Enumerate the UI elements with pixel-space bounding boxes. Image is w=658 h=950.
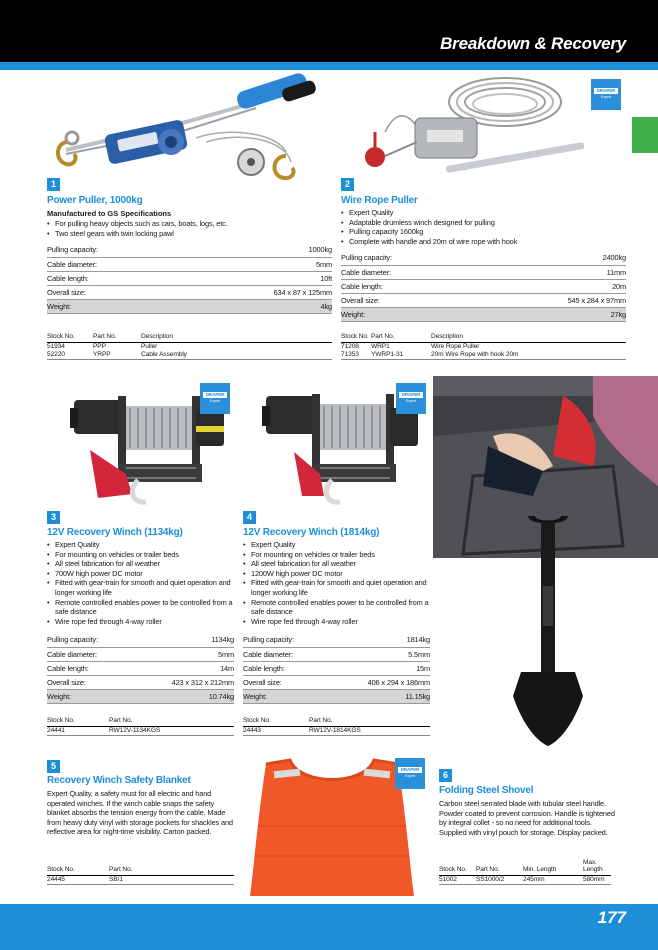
feature-item: • 1200W high power DC motor (243, 569, 433, 579)
product-2-parts-table (341, 322, 626, 360)
table-row (47, 875, 234, 884)
feature-item: • 700W high power DC motor (47, 569, 237, 579)
page-title: Breakdown & Recovery (440, 34, 626, 53)
product-4-title: 12V Recovery Winch (1814kg) (243, 527, 380, 538)
col-part-no: Part No. (371, 322, 431, 342)
product-4-number: 4 (243, 511, 256, 524)
max-length: 580mm (583, 875, 611, 884)
footer-bar (0, 904, 658, 950)
feature-item: • Two steel gears with twin locking pawl (47, 229, 337, 239)
description: 20m Wire Rope with hook 20m (431, 351, 626, 360)
logo-brand: DRAPER (398, 767, 422, 773)
spec-label: Overall size: (341, 293, 474, 307)
spec-value: 5mm (180, 257, 332, 271)
spec-value: 2400kg (474, 251, 626, 265)
stock-no: 24445 (47, 875, 109, 884)
spec-value: 1814kg (327, 633, 430, 647)
spec-row (243, 689, 430, 703)
col-part-no: Part No. (109, 855, 234, 875)
spec-label: Cable diameter: (243, 647, 327, 661)
logo-brand: DRAPER (203, 392, 227, 398)
stock-no: 24441 (47, 726, 109, 735)
feature-item: • Remote controlled enables power to be controlled from a safe distance (47, 598, 237, 617)
spec-label: Weight: (47, 689, 131, 703)
spec-row (47, 271, 332, 285)
feature-item: • For mounting on vehicles or trailer beds (47, 550, 237, 560)
table-row (47, 726, 234, 735)
spec-row (47, 675, 234, 689)
part-no: PPP (93, 342, 106, 350)
spec-label: Pulling capacity: (47, 243, 180, 257)
spec-label: Overall size: (243, 675, 327, 689)
col-part-no: Part No. (93, 322, 141, 342)
spec-label: Overall size: (47, 285, 180, 299)
table-row (243, 726, 430, 735)
spec-row (341, 279, 626, 293)
table-row (439, 875, 611, 884)
feature-item: • Wire rope fed through 4-way roller (47, 617, 237, 627)
feature-item: • Fitted with gear-train for smooth and quiet operation and longer working life (243, 578, 433, 597)
feature-item: • Wire rope fed through 4-way roller (243, 617, 433, 627)
product-3-title: 12V Recovery Winch (1134kg) (47, 527, 183, 538)
spec-row (243, 661, 430, 675)
col-max-length: Max. Length (583, 855, 611, 875)
col-part-no: Part No. (109, 706, 234, 726)
spec-label: Cable length: (243, 661, 327, 675)
spec-row (47, 689, 234, 703)
description: Wire Rope Puller (431, 342, 480, 350)
feature-item: • For pulling heavy objects such as cars, boats, logs, etc. (47, 219, 337, 229)
stock-no: 51002 (439, 875, 476, 884)
col-part-no: Part No. (476, 855, 523, 875)
product-6-title: Folding Steel Shovel (439, 785, 534, 796)
col-stock-no: Stock No. (439, 855, 476, 875)
stock-no: 71208 (341, 342, 359, 350)
product-1-subtitle: Manufactured to GS Specifications (47, 209, 172, 218)
spec-value: 10.74kg (131, 689, 234, 703)
product-1-specs (47, 243, 332, 314)
product-5-description: Expert Quality, a safety must for all electric and hand operated winches. If the winch cable snaps the safety blanket absorbs the tension energy from the cable. Made from heavy duty vinyl with storage pockets for shackles and reflective area for night-time visibility. Carton packed. (47, 789, 233, 837)
spec-value: 5mm (131, 647, 234, 661)
power-puller-image (46, 72, 336, 184)
col-description: Description (431, 322, 626, 342)
product-5-title: Recovery Winch Safety Blanket (47, 775, 191, 786)
draper-logo (200, 383, 230, 414)
spec-row (341, 307, 626, 321)
table-row (341, 342, 626, 351)
logo-sub: Expert (600, 95, 612, 99)
draper-logo (395, 758, 425, 789)
product-3-features (47, 540, 237, 626)
spec-label: Weight: (47, 299, 180, 313)
product-5-parts-table (47, 855, 234, 885)
col-stock-no: Stock No. (47, 706, 109, 726)
feature-item: • Expert Quality (47, 540, 237, 550)
feature-item: • All steel fabrication for all weather (243, 559, 433, 569)
product-5-number: 5 (47, 760, 60, 773)
feature-item: • Expert Quality (243, 540, 433, 550)
part-no: RW12V-1134KGS (109, 726, 234, 735)
table-row (47, 351, 332, 360)
feature-item: • Complete with handle and 20m of wire rope with hook (341, 237, 631, 247)
spec-value: 4kg (180, 299, 332, 313)
spec-row (341, 251, 626, 265)
part-no: YRPP (93, 351, 141, 360)
product-4-features (243, 540, 433, 626)
spec-row (243, 633, 430, 647)
product-2-number: 2 (341, 178, 354, 191)
table-row (47, 342, 332, 351)
col-description: Description (141, 322, 332, 342)
feature-item: • For mounting on vehicles or trailer beds (243, 550, 433, 560)
spec-label: Cable diameter: (47, 257, 180, 271)
spec-label: Cable length: (47, 661, 131, 675)
product-2-specs (341, 251, 626, 322)
folding-shovel-image (433, 376, 658, 762)
spec-row (47, 647, 234, 661)
spec-label: Weight: (243, 689, 327, 703)
product-1-title: Power Puller, 1000kg (47, 195, 143, 206)
spec-label: Pulling capacity: (47, 633, 131, 647)
col-stock-no: Stock No. (47, 322, 93, 342)
spec-label: Cable length: (47, 271, 180, 285)
spec-value: 11.15kg (327, 689, 430, 703)
spec-row (47, 257, 332, 271)
product-3-parts-table (47, 706, 234, 736)
spec-label: Pulling capacity: (243, 633, 327, 647)
spec-row (341, 293, 626, 307)
col-part-no: Part No. (309, 706, 430, 726)
part-no: SB/1 (109, 875, 234, 884)
header-stripe (0, 62, 658, 70)
description: Cable Assembly (141, 351, 332, 360)
logo-brand: DRAPER (594, 88, 618, 94)
page-number: 177 (597, 908, 626, 927)
table-row (341, 351, 626, 360)
spec-value: 1000kg (180, 243, 332, 257)
spec-value: 5.5mm (327, 647, 430, 661)
logo-sub: Expert (405, 399, 417, 403)
part-no: SS1000/2 (476, 875, 523, 884)
spec-value: 20m (474, 279, 626, 293)
product-1-number: 1 (47, 178, 60, 191)
spec-row (47, 633, 234, 647)
spec-row (47, 285, 332, 299)
col-min-length: Min. Length (523, 855, 583, 875)
spec-label: Overall size: (47, 675, 131, 689)
feature-item: • Remote controlled enables power to be controlled from a safe distance (243, 598, 433, 617)
feature-item: • All steel fabrication for all weather (47, 559, 237, 569)
product-1-features (47, 219, 337, 238)
part-no: YWRP1-31 (371, 351, 431, 360)
spec-value: 15m (327, 661, 430, 675)
min-length: 245mm (523, 875, 583, 884)
feature-item: • Adaptable drumless winch designed for pulling (341, 218, 631, 228)
stock-no: 24443 (243, 726, 309, 735)
spec-row (341, 265, 626, 279)
feature-item: • Fitted with gear-train for smooth and quiet operation and longer working life (47, 578, 237, 597)
spec-row (47, 661, 234, 675)
feature-item: • Pulling capacity 1600kg (341, 227, 631, 237)
spec-label: Cable length: (341, 279, 474, 293)
product-4-parts-table (243, 706, 430, 736)
product-3-number: 3 (47, 511, 60, 524)
spec-label: Cable diameter: (341, 265, 474, 279)
spec-row (47, 299, 332, 313)
spec-value: 1134kg (131, 633, 234, 647)
spec-value: 11mm (474, 265, 626, 279)
product-6-description: Carbon steel serrated blade with tubular steel handle. Powder coated to prevent corrosion. Handle is tightened by integral collet - so no need for additional tools. Supplied with vinyl pouch for storage. Display packed. (439, 799, 615, 837)
spec-value: 10ft (180, 271, 332, 285)
stock-no: 51934 (47, 342, 65, 350)
description: Puller (141, 342, 158, 350)
spec-value: 406 x 294 x 186mm (327, 675, 430, 689)
product-6-parts-table (439, 855, 611, 885)
logo-sub: Expert (209, 399, 221, 403)
stock-no: 71353 (341, 351, 371, 360)
product-6-number: 6 (439, 769, 452, 782)
col-stock-no: Stock No. (47, 855, 109, 875)
spec-label: Cable diameter: (47, 647, 131, 661)
draper-logo (591, 79, 621, 110)
wire-rope-puller-image (345, 72, 595, 184)
spec-row (47, 243, 332, 257)
product-4-specs (243, 633, 430, 704)
spec-row (243, 647, 430, 661)
col-stock-no: Stock No. (341, 322, 371, 342)
section-tab (632, 117, 658, 153)
stock-no: 52220 (47, 351, 93, 360)
spec-label: Weight: (341, 307, 474, 321)
product-1-parts-table (47, 322, 332, 360)
spec-value: 27kg (474, 307, 626, 321)
logo-brand: DRAPER (399, 392, 423, 398)
product-2-title: Wire Rope Puller (341, 195, 418, 206)
draper-logo (396, 383, 426, 414)
spec-row (243, 675, 430, 689)
product-2-features (341, 208, 631, 246)
part-no: RW12V-1814KGS (309, 726, 430, 735)
logo-sub: Expert (404, 774, 416, 778)
col-stock-no: Stock No. (243, 706, 309, 726)
part-no: WRP1 (371, 342, 390, 350)
product-3-specs (47, 633, 234, 704)
feature-item: • Expert Quality (341, 208, 631, 218)
spec-value: 634 x 87 x 125mm (180, 285, 332, 299)
spec-label: Pulling capacity: (341, 251, 474, 265)
spec-value: 14m (131, 661, 234, 675)
spec-value: 545 x 284 x 97mm (474, 293, 626, 307)
spec-value: 423 x 312 x 212mm (131, 675, 234, 689)
